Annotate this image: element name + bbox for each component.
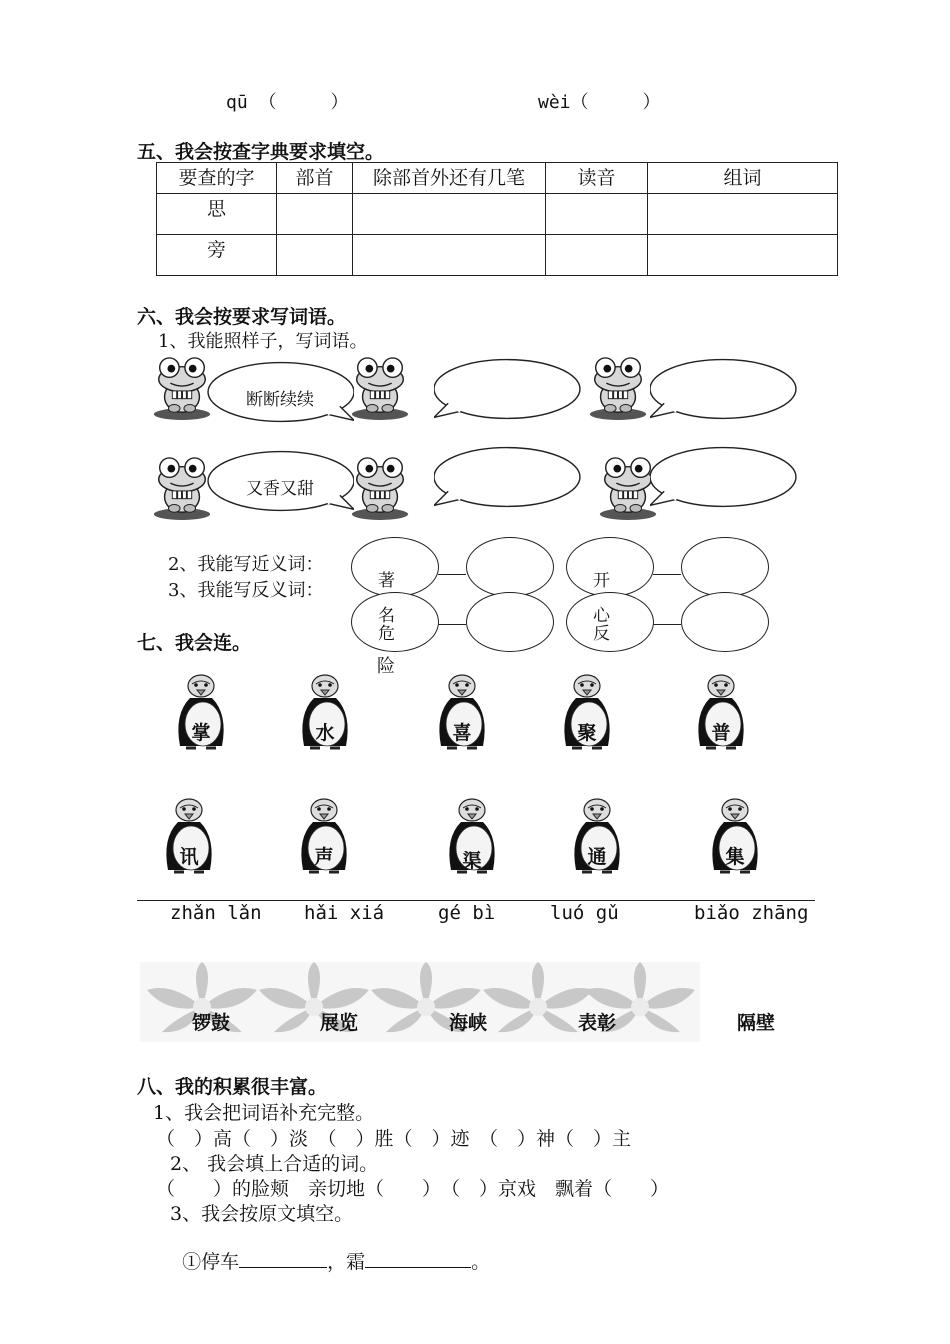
section6-title: 六、我会按要求写词语。	[137, 306, 347, 328]
answer-bubble[interactable]	[650, 446, 798, 508]
penguin-card[interactable]	[443, 798, 501, 876]
table-header: 组词	[648, 163, 838, 194]
section7-title: 七、我会连。	[137, 632, 252, 654]
pinyin-wei-blank: wèi（ ）	[538, 92, 661, 113]
penguin-card[interactable]	[706, 798, 764, 876]
penguin-char: 讯	[179, 846, 199, 868]
penguin-char: 普	[711, 722, 731, 744]
antonym-answer-oval[interactable]	[681, 592, 769, 652]
antonym-right-oval	[566, 592, 654, 652]
penguin-card[interactable]	[568, 798, 626, 876]
penguin-char: 掌	[191, 722, 211, 744]
connector-line	[653, 574, 681, 575]
pinyin-label[interactable]: biǎo zhāng	[694, 902, 809, 924]
frog-icon	[152, 356, 212, 420]
synonym-answer-oval[interactable]	[466, 537, 554, 597]
oval-char: 著	[378, 571, 395, 591]
table-cell[interactable]	[277, 194, 353, 235]
table-cell[interactable]	[353, 235, 546, 276]
section6-sub2: 2、我能写近义词：	[168, 554, 324, 575]
table-header: 除部首外还有几笔	[353, 163, 546, 194]
table-cell[interactable]	[277, 235, 353, 276]
penguin-card[interactable]	[295, 798, 353, 876]
penguin-char: 集	[725, 846, 745, 868]
frog-icon	[598, 456, 658, 520]
table-cell[interactable]	[546, 235, 648, 276]
poem-blank-2[interactable]	[365, 1249, 471, 1268]
penguin-card[interactable]	[172, 674, 230, 752]
connector-line	[438, 574, 466, 575]
frog-icon	[350, 356, 410, 420]
word-label[interactable]: 锣鼓	[192, 1012, 231, 1034]
section8-sub1: 1、我会把词语补充完整。	[153, 1102, 375, 1124]
table-row	[157, 235, 838, 276]
example-bubble-1	[206, 361, 354, 423]
oval-char-overflow: 险	[377, 656, 395, 677]
connector-line	[438, 624, 466, 625]
synonym-left-oval	[351, 537, 439, 597]
synonym-right-oval	[566, 537, 654, 597]
table-header: 部首	[277, 163, 353, 194]
fill-line-1[interactable]: （ ）高（ ）淡 （ ）胜（ ）迹 （ ）神（ ）主	[156, 1128, 632, 1150]
oval-char: 危	[378, 624, 395, 644]
antonym-answer-oval[interactable]	[466, 592, 554, 652]
pinyin-label[interactable]: zhǎn lǎn	[170, 902, 262, 924]
pinyin-label[interactable]: hǎi xiá	[304, 902, 385, 924]
penguin-card[interactable]	[433, 674, 491, 752]
pinyin-label[interactable]: gé bì	[438, 902, 496, 924]
divider	[137, 900, 815, 901]
answer-bubble[interactable]	[434, 358, 582, 420]
oval-char: 心	[593, 606, 610, 626]
pinyin-label[interactable]: luó gǔ	[550, 902, 619, 924]
synonym-answer-oval[interactable]	[681, 537, 769, 597]
word-label[interactable]: 海峡	[449, 1012, 488, 1034]
oval-char: 名	[378, 606, 395, 626]
section6-sub3: 3、我能写反义词：	[168, 580, 324, 601]
example-bubble-2	[206, 450, 354, 512]
fill-line-3	[170, 1225, 490, 1274]
table-cell[interactable]	[546, 194, 648, 235]
penguin-card[interactable]	[692, 674, 750, 752]
frog-icon	[152, 456, 212, 520]
answer-bubble[interactable]	[650, 358, 798, 420]
section8-title: 八、我的积累很丰富。	[137, 1076, 328, 1098]
example-word-2: 又香又甜	[246, 479, 314, 499]
penguin-char: 水	[315, 722, 335, 744]
section5-title: 五、我会按查字典要求填空。	[137, 141, 385, 163]
oval-char: 开	[593, 571, 610, 591]
penguin-card[interactable]	[296, 674, 354, 752]
table-cell[interactable]	[648, 235, 838, 276]
frog-icon	[350, 456, 410, 520]
dictionary-table	[156, 162, 838, 276]
table-cell: 旁	[157, 235, 277, 276]
penguin-char: 通	[587, 846, 607, 868]
poem-middle: ，霜	[327, 1251, 366, 1273]
fill-line-2[interactable]: （ ）的脸颊 亲切地（ ） （ ）京戏 飘着（ ）	[156, 1178, 670, 1200]
section8-sub2: 2、 我会填上合适的词。	[170, 1153, 379, 1175]
section8-sub3: 3、我会按原文填空。	[170, 1203, 354, 1225]
pinyin-qu-blank: qū （ ）	[226, 92, 349, 113]
table-cell[interactable]	[353, 194, 546, 235]
section6-sub1: 1、我能照样子，写词语。	[158, 331, 368, 352]
penguin-char: 声	[314, 846, 334, 868]
penguin-card[interactable]	[558, 674, 616, 752]
word-label[interactable]: 隔壁	[737, 1012, 776, 1034]
penguin-card[interactable]	[160, 798, 218, 876]
table-header: 读音	[546, 163, 648, 194]
penguin-char: 聚	[577, 722, 597, 744]
poem-prefix: ①停车	[182, 1251, 240, 1273]
poem-blank-1[interactable]	[239, 1249, 327, 1268]
penguin-char: 喜	[452, 722, 472, 744]
penguin-char: 渠	[462, 850, 482, 872]
table-cell: 思	[157, 194, 277, 235]
frog-icon	[588, 356, 648, 420]
antonym-left-oval	[351, 592, 439, 652]
table-header: 要查的字	[157, 163, 277, 194]
poem-end: 。	[471, 1251, 491, 1273]
word-label[interactable]: 展览	[320, 1012, 359, 1034]
connector-line	[653, 624, 681, 625]
table-row	[157, 194, 838, 235]
table-cell[interactable]	[648, 194, 838, 235]
word-label[interactable]: 表彰	[578, 1012, 617, 1034]
oval-char: 反	[593, 624, 610, 644]
answer-bubble[interactable]	[434, 446, 582, 508]
example-word-1: 断断续续	[246, 390, 314, 410]
